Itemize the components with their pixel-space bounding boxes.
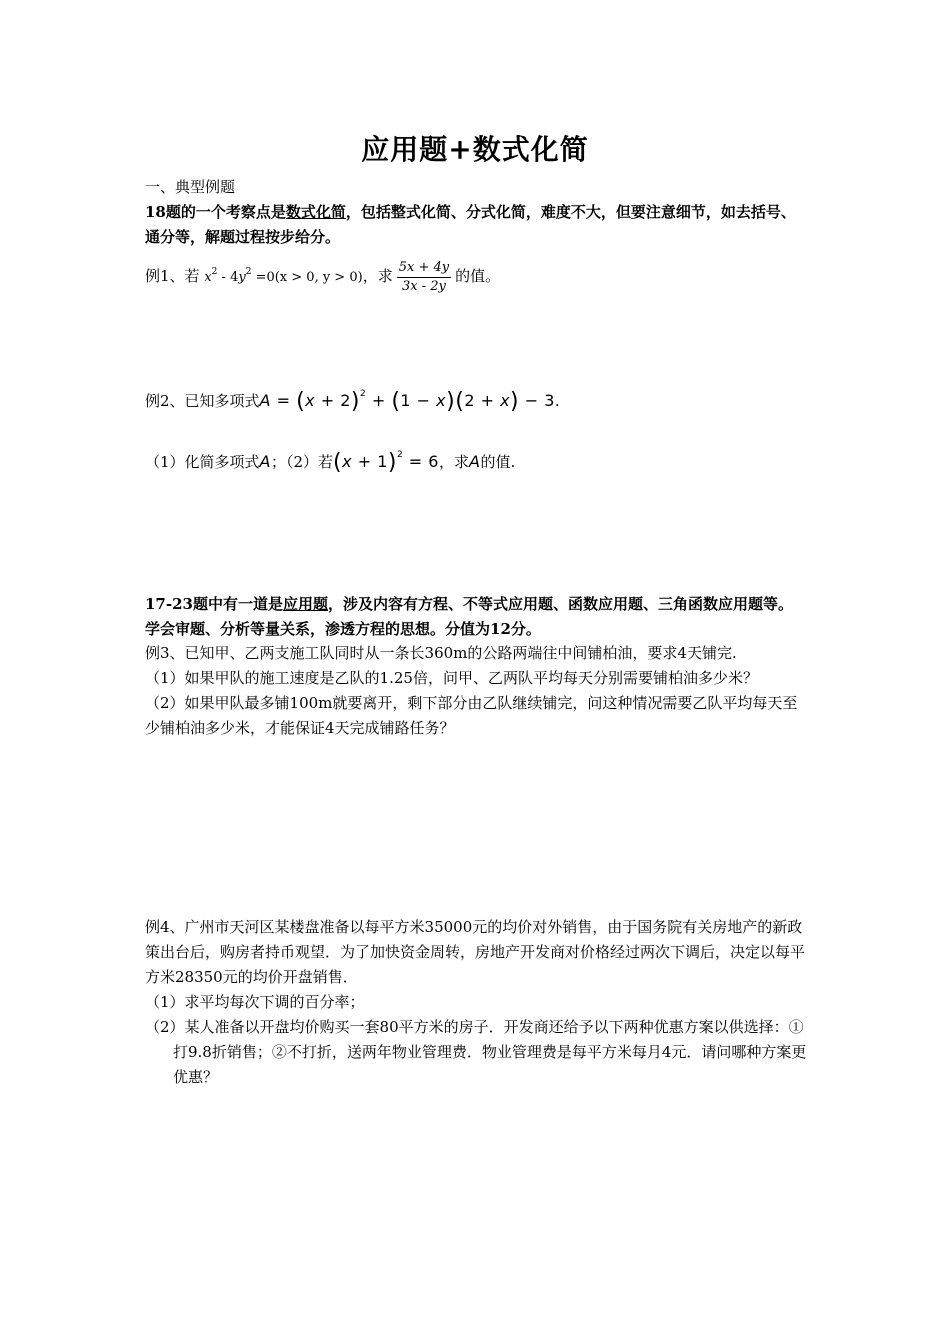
ex1-suffix: 的值。 [455,267,501,285]
ex1-prefix: 例1、若 [145,267,200,285]
example-2-questions [145,443,807,475]
ex3-q2: （2）如果甲队最多铺100m就要离开，剩下部分由乙队继续铺完，问这种情况需要乙队平均每天至少铺柏油多少米，才能保证4天完成铺路任务？ [145,694,798,737]
ex2-q1-end: ；（2）若 [271,453,334,471]
ex4-stem: 例4、广州市天河区某楼盘准备以每平方米35000元的均价对外销售，由于国务院有关房地产的新政策出台后，购房者持币观望．为了加快资金周转，房地产开发商对价格经过两次下调后，决定以每平方米28350元的均价开盘销售． [145,918,806,986]
ex4-q1: （1）求平均每次下调的百分率； [145,993,365,1011]
example-4 [145,915,807,1090]
ex1-ask: ，求 [362,267,393,285]
ex1-condition: (x > 0, y > 0) [274,270,363,285]
page-title: 应用题+数式化简 [361,133,589,166]
ex2-q2-mid: ，求 [438,453,469,471]
ex1-equation: $x^2 - 4y^2 =0$ [204,267,275,285]
note2-text-post: ，涉及内容有方程、不等式应用题、函数应用题、三角函数应用题等。学会审题、分析等量关系，渗透方程的思想。分值为12分。 [145,595,794,638]
ex1-numerator: 5x + 4y [397,259,451,278]
example-1 [145,252,807,298]
example-2-stem [145,382,807,414]
note-application [145,592,807,642]
note-keyword: 数式化简 [285,203,346,221]
ex2-q2-var: A [468,452,481,471]
note2-text-pre: 17-23题中有一道是 [145,595,283,613]
ex2-q2-formula: $(x + 1)^2 = 6$ [333,450,439,475]
ex3-stem: 例3、已知甲、乙两支施工队同时从一条长360m的公路两端往中间铺柏油，要求4天铺完. [145,644,737,662]
ex2-end: . [554,392,560,410]
ex2-prefix: 例2、已知多项式 [145,392,260,410]
ex1-denominator: 3x - 2y [401,278,446,294]
note-text-pre: 18题的一个考察点是 [145,203,286,221]
ex4-q2: （2）某人准备以开盘均价购买一套80平方米的房子．开发商还给予以下两种优惠方案以供选择：①打9.8折销售；②不打折，送两年物业管理费．物业管理费是每平方米每月4元．请问哪种方案更优惠？ [145,1018,807,1086]
ex2-polynomial: $A = (x + 2)^2 + (1 - x)(2 + x) - 3$ [259,389,555,414]
ex3-q1: （1）如果甲队的施工速度是乙队的1.25倍，问甲、乙两队平均每天分别需要铺柏油多少米？ [145,669,758,687]
ex2-q1-var: A [259,452,271,471]
example-3 [145,641,807,741]
note-text-post: ，包括整式化简、分式化简，难度不大，但要注意细节，如去括号、通分等，解题过程按步给分。 [145,203,796,246]
section-heading: 一、典型例题 [145,178,236,196]
note2-keyword: 应用题 [282,595,328,613]
ex2-q2-end: 的值. [480,453,516,471]
ex1-fraction [397,259,451,296]
ex2-q1: （1）化简多项式 [145,453,260,471]
note-simplification [145,200,807,250]
